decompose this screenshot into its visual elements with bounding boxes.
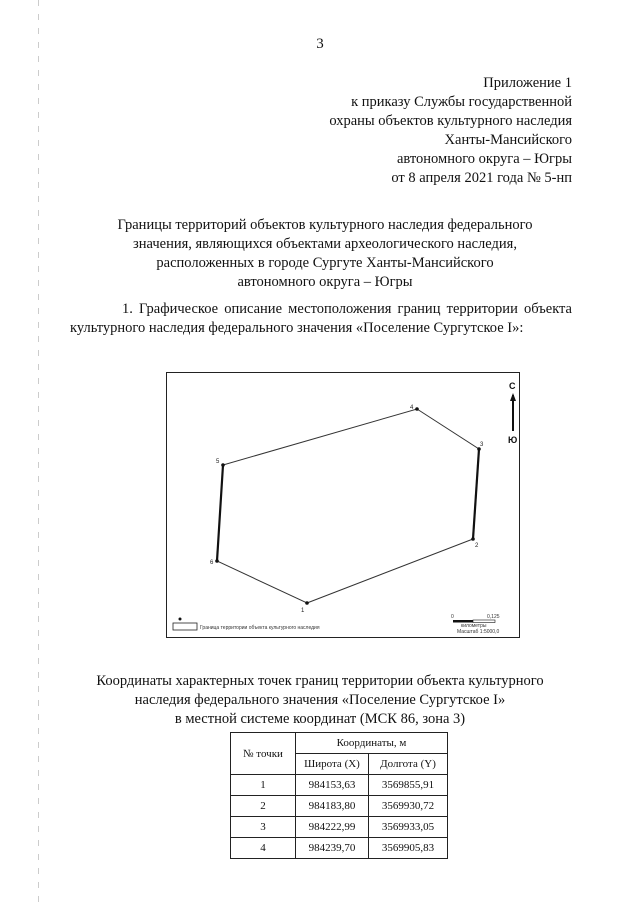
point-label: 1: [301, 608, 305, 614]
point-label: 3: [480, 442, 484, 448]
coords-title-line: наследия федерального значения «Поселение Сургутское I»: [134, 692, 506, 708]
scale-bar: [451, 614, 500, 635]
svg-text:Ю: Ю: [508, 435, 518, 445]
map-legend: [173, 618, 320, 632]
map-point: [221, 463, 225, 467]
cell-y: 3569933,05: [369, 817, 448, 838]
map-point: [415, 407, 419, 411]
legend-text: Граница территории объекта культурного наследия: [200, 625, 320, 631]
header-point: № точки: [231, 733, 296, 775]
coords-title-line: Координаты характерных точек границ территории объекта культурного: [96, 673, 544, 689]
map-point: [305, 601, 309, 605]
annex-line: Ханты-Мансийского: [444, 132, 572, 148]
title-line: значения, являющихся объектами археологического наследия,: [133, 236, 517, 252]
title-line: автономного округа – Югры: [237, 274, 413, 290]
legend-swatch: [173, 623, 197, 630]
compass-icon: [508, 381, 517, 445]
boundary-segment-bold: [217, 465, 223, 561]
boundary-map: [166, 372, 520, 638]
title-line: Границы территорий объектов культурного наследия федерального: [117, 217, 533, 233]
svg-text:0: 0: [451, 614, 454, 620]
cell-y: 3569855,91: [369, 775, 448, 796]
cell-x: 984239,70: [296, 838, 369, 859]
header-y: Долгота (Y): [369, 754, 448, 775]
cell-point: 2: [231, 796, 296, 817]
point-label: 4: [410, 405, 414, 411]
cell-y: 3569930,72: [369, 796, 448, 817]
map-drawing: [167, 373, 518, 636]
svg-text:Масштаб 1:5000,0: Масштаб 1:5000,0: [457, 629, 500, 635]
cell-point: 1: [231, 775, 296, 796]
cell-x: 984183,80: [296, 796, 369, 817]
page-number: 3: [316, 36, 324, 52]
map-point: [215, 559, 219, 563]
section-paragraph: 1. Графическое описание местоположения границ территории объекта культурного наследия федерального значения «Поселение Сургутское I»:: [70, 301, 572, 336]
table-row: [231, 796, 448, 817]
boundary-polygon: [217, 409, 479, 603]
cell-y: 3569905,83: [369, 838, 448, 859]
coordinates-table: [230, 732, 448, 859]
annex-header: [329, 74, 572, 188]
point-label: 6: [210, 560, 214, 566]
cell-point: 3: [231, 817, 296, 838]
coords-title-line: в местной системе координат (МСК 86, зона 3): [174, 711, 466, 727]
annex-line: к приказу Службы государственной: [351, 94, 572, 110]
header-coordinates: Координаты, м: [296, 733, 448, 754]
scan-margin-line: [38, 0, 39, 905]
annex-line: от 8 апреля 2021 года № 5-нп: [391, 170, 572, 186]
document-title: [90, 216, 560, 292]
map-point: [471, 537, 475, 541]
cell-x: 984222,99: [296, 817, 369, 838]
annex-line: автономного округа – Югры: [396, 151, 572, 167]
point-label: 2: [475, 543, 479, 549]
svg-text:С: С: [509, 381, 516, 391]
svg-text:километры: километры: [461, 623, 487, 629]
table-row: [231, 817, 448, 838]
cell-point: 4: [231, 838, 296, 859]
title-line: расположенных в городе Сургуте Ханты-Мансийского: [156, 255, 494, 271]
header-x: Широта (X): [296, 754, 369, 775]
table-row: [231, 775, 448, 796]
annex-line: охраны объектов культурного наследия: [329, 113, 572, 129]
coordinates-title: [60, 672, 580, 729]
table-row: [231, 838, 448, 859]
annex-line: Приложение 1: [483, 75, 572, 91]
cell-x: 984153,63: [296, 775, 369, 796]
svg-text:0,125: 0,125: [487, 614, 500, 620]
point-label: 5: [216, 459, 220, 465]
boundary-segment-bold: [473, 449, 479, 539]
